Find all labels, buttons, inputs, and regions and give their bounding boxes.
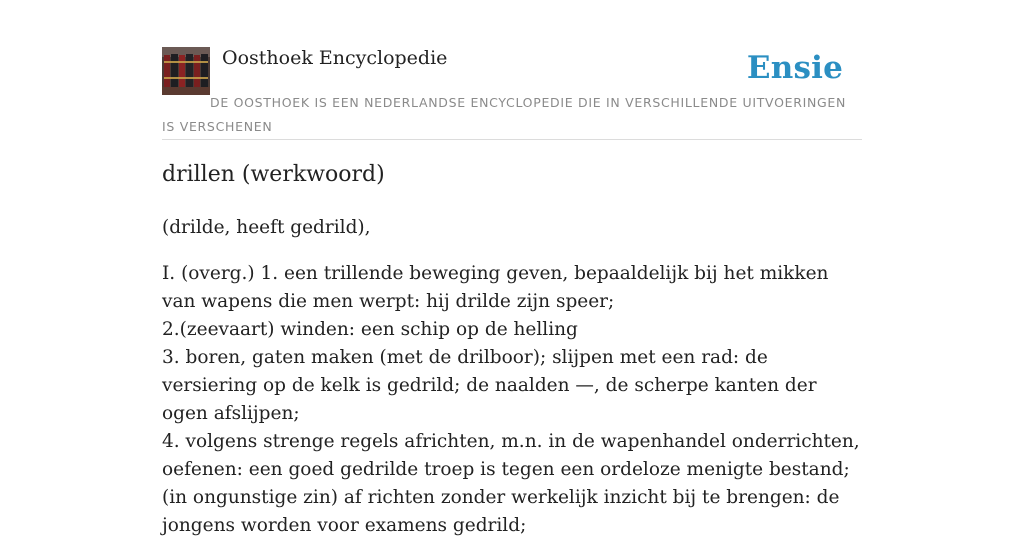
entry-body: [162, 214, 862, 540]
definition-2: 2.(zeevaart) winden: een schip op de helling: [162, 319, 578, 340]
source-header: [162, 44, 862, 140]
source-title[interactable]: Oosthoek Encyclopedie: [222, 47, 448, 69]
definition-3: 3. boren, gaten maken (met de drilboor); slijpen met een rad: de versiering op de kelk is gedrild; de naalden —, de scherpe kanten der ogen afslijpen;: [162, 347, 817, 424]
ensie-logo-link[interactable]: Ensie: [746, 50, 843, 86]
encyclopedia-books-icon: [162, 47, 210, 95]
definition-1: I. (overg.) 1. een trillende beweging geven, bepaaldelijk bij het mikken van wapens die men werpt: hij drilde zijn speer;: [162, 263, 829, 312]
source-description: DE OOSTHOEK IS EEN NEDERLANDSE ENCYCLOPEDIE DIE IN VERSCHILLENDE UITVOERINGEN IS VERSCHENEN: [162, 95, 847, 134]
definition-4: 4. volgens strenge regels africhten, m.n. in de wapenhandel onderrichten, oefenen: een goed gedrilde troep is tegen een ordeloze menigte bestand; (in ongunstige zin) af richten zonder werkelijk inzicht bij te brengen: de jongens worden voor examens gedrild;: [162, 431, 860, 536]
source-avatar[interactable]: [162, 47, 210, 95]
entry-forms: (drilde, heeft gedrild),: [162, 217, 371, 238]
entry-title: drillen (werkwoord): [162, 162, 385, 187]
